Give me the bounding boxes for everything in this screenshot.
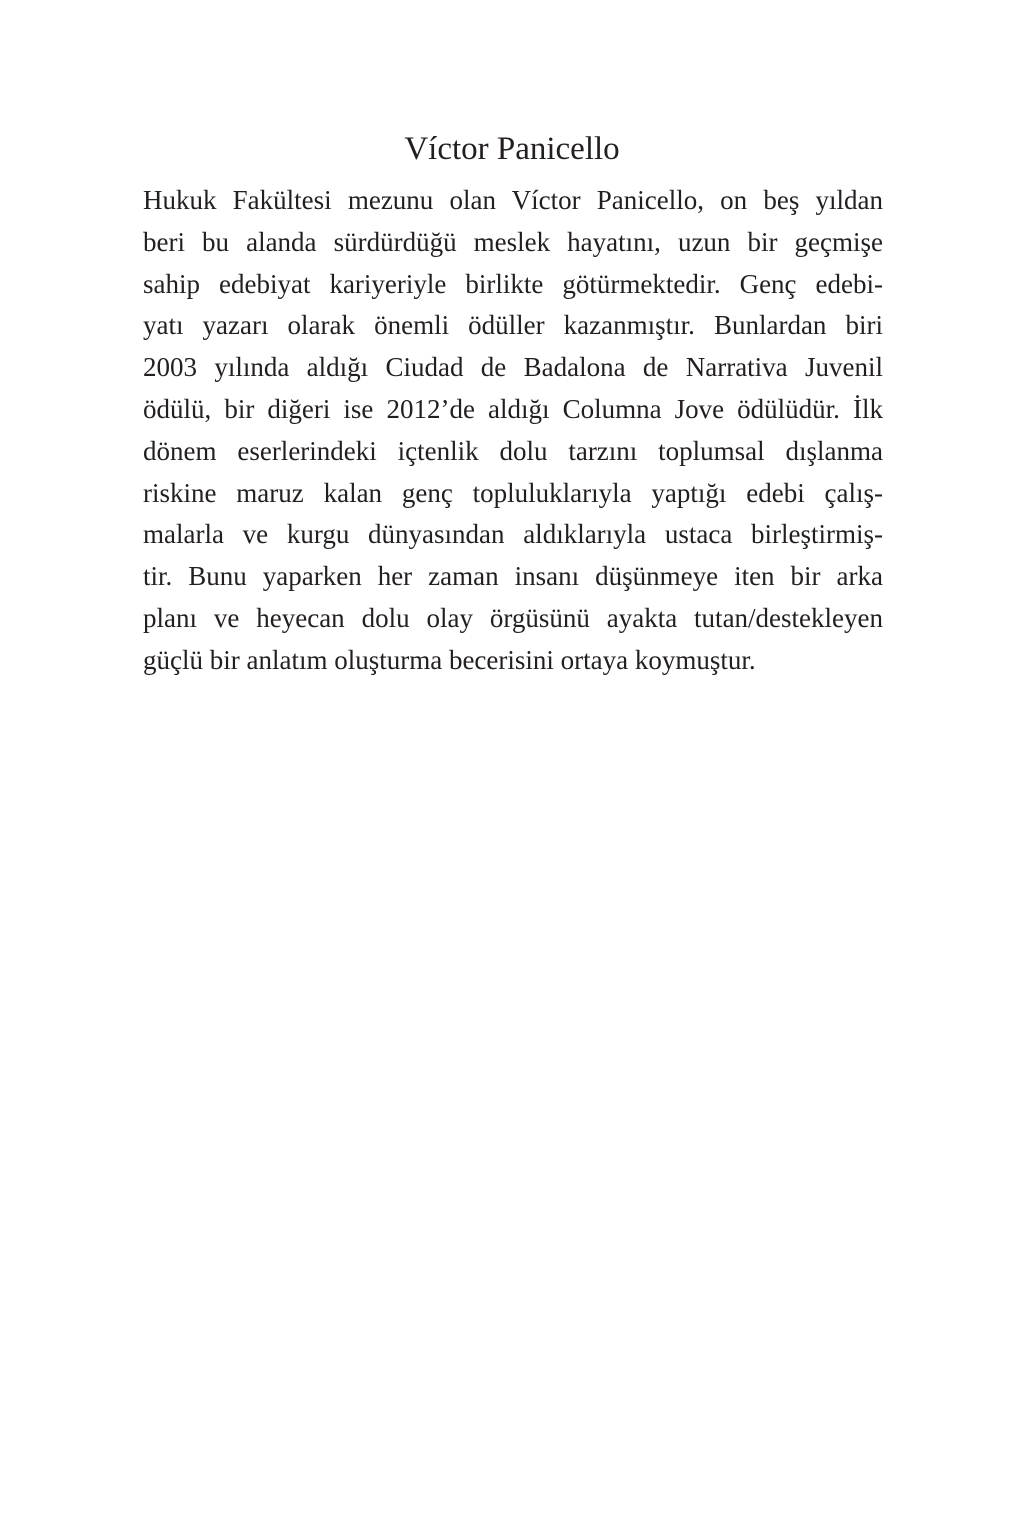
paragraph-line: beri bu alanda sürdürdüğü meslek hayatını, uzun bir geçmişe — [143, 226, 883, 257]
paragraph-line: riskine maruz kalan genç topluluklarıyla yaptığı edebi çalış- — [143, 477, 883, 508]
paragraph-line: güçlü bir anlatım oluşturma becerisini ortaya koymuştur. — [143, 644, 756, 675]
paragraph-line: planı ve heyecan dolu olay örgüsünü ayakta tutan/destekleyen — [143, 602, 883, 633]
biography-paragraph — [143, 180, 883, 682]
paragraph-line: Hukuk Fakültesi mezunu olan Víctor Panicello, on beş yıldan — [143, 185, 883, 215]
paragraph-line: sahip edebiyat kariyeriyle birlikte götürmektedir. Genç edebi- — [143, 268, 883, 299]
paragraph-line: yatı yazarı olarak önemli ödüller kazanmıştır. Bunlardan biri — [143, 310, 883, 341]
paragraph-line: tir. Bunu yaparken her zaman insanı düşünmeye iten bir arka — [143, 561, 883, 592]
paragraph-line: dönem eserlerindeki içtenlik dolu tarzını toplumsal dışlanma — [143, 435, 883, 466]
page-title: Víctor Panicello — [404, 131, 620, 167]
paragraph-line: 2003 yılında aldığı Ciudad de Badalona de Narrativa Juvenil — [143, 352, 883, 383]
paragraph-line: malarla ve kurgu dünyasından aldıklarıyla ustaca birleştirmiş- — [143, 519, 883, 550]
paragraph-line: ödülü, bir diğeri ise 2012’de aldığı Columna Jove ödülüdür. İlk — [143, 393, 883, 424]
